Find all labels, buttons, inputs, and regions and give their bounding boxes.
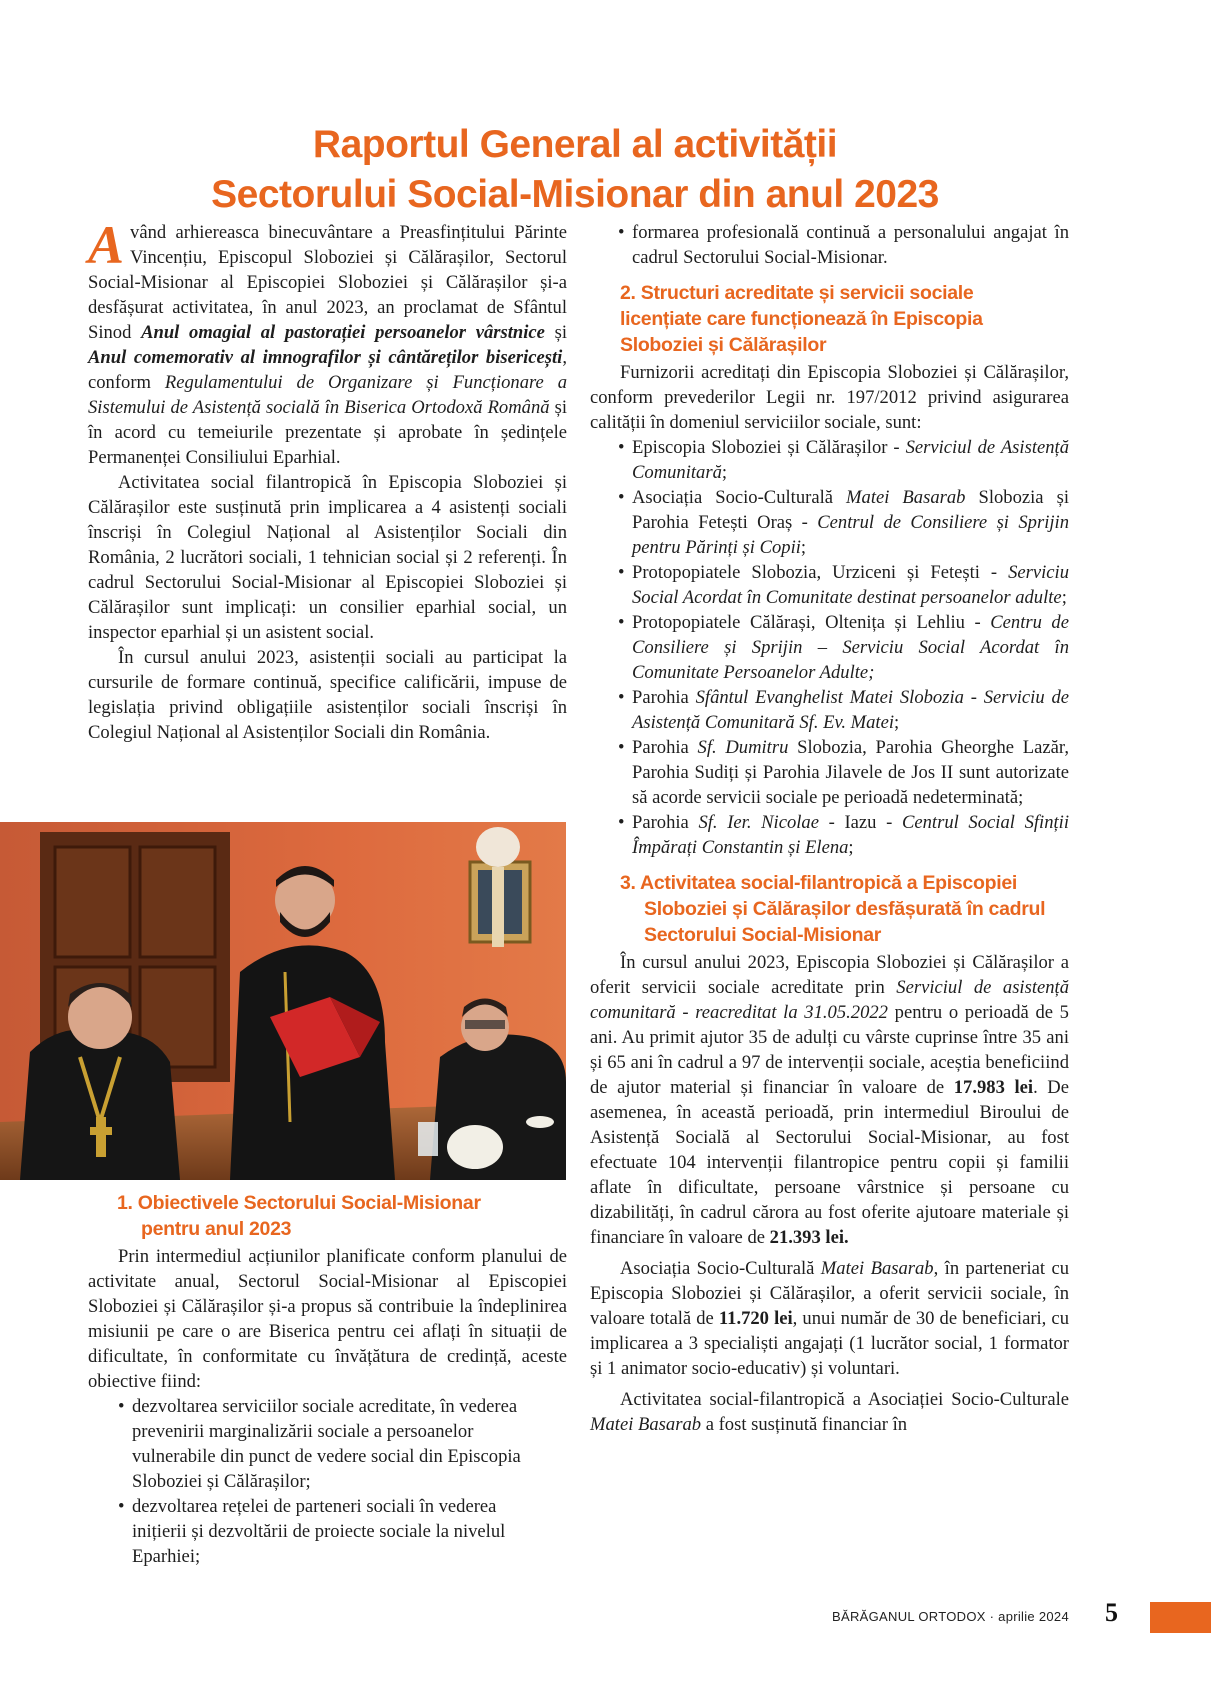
provider-item: • Protopopiatele Slobozia, Urziceni și Fetești - Serviciu Social Acordat în Comunitate destinat persoanelor adulte; (614, 560, 1069, 610)
section-3-paragraph-3: Activitatea social-filantropică a Asociației Socio-Culturale Matei Basarab a fost susținută financiar în (590, 1389, 1069, 1435)
objectives-list-continued (590, 220, 1069, 270)
provider-item: • Parohia Sf. Dumitru Slobozia, Parohia Gheorghe Lazăr, Parohia Sudiți și Parohia Jilavele de Jos II sunt autorizate să acorde servicii sociale pe perioadă nedeterminată; (614, 735, 1069, 810)
title-line-1: Raportul General al activității (312, 123, 838, 166)
provider-item: • Parohia Sfântul Evanghelist Matei Slobozia - Serviciu de Asistență Comunitară Sf. Ev. Matei; (614, 685, 1069, 735)
article-photo (0, 822, 566, 1180)
issue-date: aprilie 2024 (998, 1609, 1069, 1624)
section-2-paragraph: Furnizorii acreditați din Episcopia Sloboziei și Călărașilor, conform prevederilor Legii nr. 197/2012 privind asigurarea calității în domeniul serviciilor sociale, sunt: (590, 362, 1069, 433)
section-3-heading: 3. Activitatea social-filantropică a Episcopiei Sloboziei și Călărașilor desfășurată în cadrul Sectorului Social-Misionar (620, 872, 1046, 946)
article-title (0, 120, 1150, 220)
objective-item: • dezvoltarea rețelei de parteneri sociali în vederea inițierii și dezvoltării de proiecte sociale la nivelul Eparhiei; (114, 1494, 537, 1569)
section-3-paragraph-2: Asociația Socio-Culturală Matei Basarab, în parteneriat cu Episcopia Sloboziei și Călărașilor, a oferit servicii sociale, în valoare totală de 11.720 lei, unui număr de 30 de beneficiari, cu implicarea a 3 specialiști angajați (1 lucrător social, 1 formator și 1 animator socio-educativ) și voluntari. (590, 1258, 1070, 1379)
footer-publication: BĂRĂGANUL ORTODOX · aprilie 2024 (832, 1609, 1069, 1624)
drop-cap: A (88, 215, 125, 275)
section-1-paragraph: Prin intermediul acțiunilor planificate conform planului de activitate anual, Sectorul Social-Misionar al Episcopiei Sloboziei și Călărașilor și-a propus să contribuie la îndeplinirea misiunii pe care o are Biserica pentru cei aflați în situații de dificultate, în conformitate cu învățătura de credință, aceste obiective fiind: (88, 1246, 567, 1392)
provider-item: • Episcopia Sloboziei și Călărașilor - Serviciul de Asistență Comunitară; (614, 435, 1069, 485)
provider-item: • Asociația Socio-Culturală Matei Basarab Slobozia și Parohia Fetești Oraș - Centrul de Consiliere și Sprijin pentru Părinți și Copii; (614, 485, 1069, 560)
objective-item: • dezvoltarea serviciilor sociale acreditate, în vederea prevenirii marginalizării sociale a persoanelor vulnerabile din punct de vedere social din Episcopia Sloboziei și Călărașilor; (114, 1394, 537, 1494)
accredited-providers-list (590, 435, 1069, 860)
intro-paragraph-1: Având arhiereasca binecuvântare a Preasfințitului Părinte Vincențiu, Episcopul Sloboziei și Călărașilor, Sectorul Social-Misionar al Episcopiei Sloboziei și Călărașilor și-a desfășurat activitatea, în anul 2023, an proclamat de Sfântul Sinod Anul omagial al pastorației persoanelor vârstnice și Anul comemorativ al imnografilor și cântăreților bisericești, conform Regulamentului de Organizare și Funcționare a Sistemului de Asistență socială în Biserica Ortodoxă Română și în acord cu temeiurile prezentate și aprobate în ședințele Permanenței Consiliului Eparhial. (88, 215, 567, 468)
footer-accent-bar (1150, 1602, 1211, 1633)
intro-column (88, 215, 567, 745)
right-column (590, 220, 1069, 1437)
section-1-column (88, 1190, 567, 1569)
objective-item: • formarea profesională continuă a personalului angajat în cadrul Sectorului Social-Misionar. (614, 220, 1069, 270)
section-1-heading: 1. Obiectivele Sectorului Social-Misionar pentru anul 2023 (117, 1192, 481, 1240)
page-number: 5 (1105, 1598, 1118, 1627)
photo-clergy-meeting (0, 822, 566, 1180)
provider-item: • Parohia Sf. Ier. Nicolae - Iazu - Centrul Social Sfinții Împărați Constantin și Elena; (614, 810, 1069, 860)
magazine-name: BĂRĂGANUL ORTODOX (832, 1609, 986, 1624)
intro-paragraph-3: În cursul anului 2023, asistenții sociali au participat la cursurile de formare continuă, specifice calificării, impuse de legislația privind obligațiile asistenților sociali înscriși în Colegiul Național al Asistenților Sociali din România. (88, 647, 567, 743)
title-line-2: Sectorului Social-Misionar din anul 2023 (211, 173, 939, 216)
intro-paragraph-2: Activitatea social filantropică în Episcopia Sloboziei și Călărașilor este susținută prin implicarea a 4 asistenți sociali înscriși în Colegiul Național al Asistenților Sociali din România, 2 lucrători sociali, 1 tehnician social și 2 referenți. În cadrul Sectorului Social-Misionar al Episcopiei Sloboziei și Călărașilor sunt implicați: un consilier eparhial social, un inspector eparhial și un asistent social. (88, 472, 567, 643)
section-3-paragraph-1: În cursul anului 2023, Episcopia Sloboziei și Călărașilor a oferit servicii sociale acreditate prin Serviciul de asistență comunitară - reacreditat la 31.05.2022 pentru o perioadă de 5 ani. Au primit ajutor 35 de adulți cu vârste cuprinse între 35 ani și 65 ani în cadrul a 97 de intervenții sociale, aceștia beneficiind de ajutor material și financiar în valoare de 17.983 lei. De asemenea, în această perioadă, prin intermediul Biroului de Asistență Socială al Sectorului Social-Misionar, au fost efectuate 104 intervenții filantropice pentru copii și familii aflate în dificultate, persoane vârstnice și persoane cu dizabilități, în cadrul cărora au fost oferite ajutoare materiale și financiare în valoare de 21.393 lei. (590, 952, 1070, 1248)
provider-item: • Protopopiatele Călărași, Oltenița și Lehliu - Centru de Consiliere și Sprijin – Serviciu Social Acordat în Comunitate Persoanelor Adulte; (614, 610, 1069, 685)
objectives-list (88, 1394, 567, 1569)
section-2-heading: 2. Structuri acreditate și servicii sociale licențiate care funcționează în Episcopia Sloboziei și Călărașilor (620, 282, 983, 356)
